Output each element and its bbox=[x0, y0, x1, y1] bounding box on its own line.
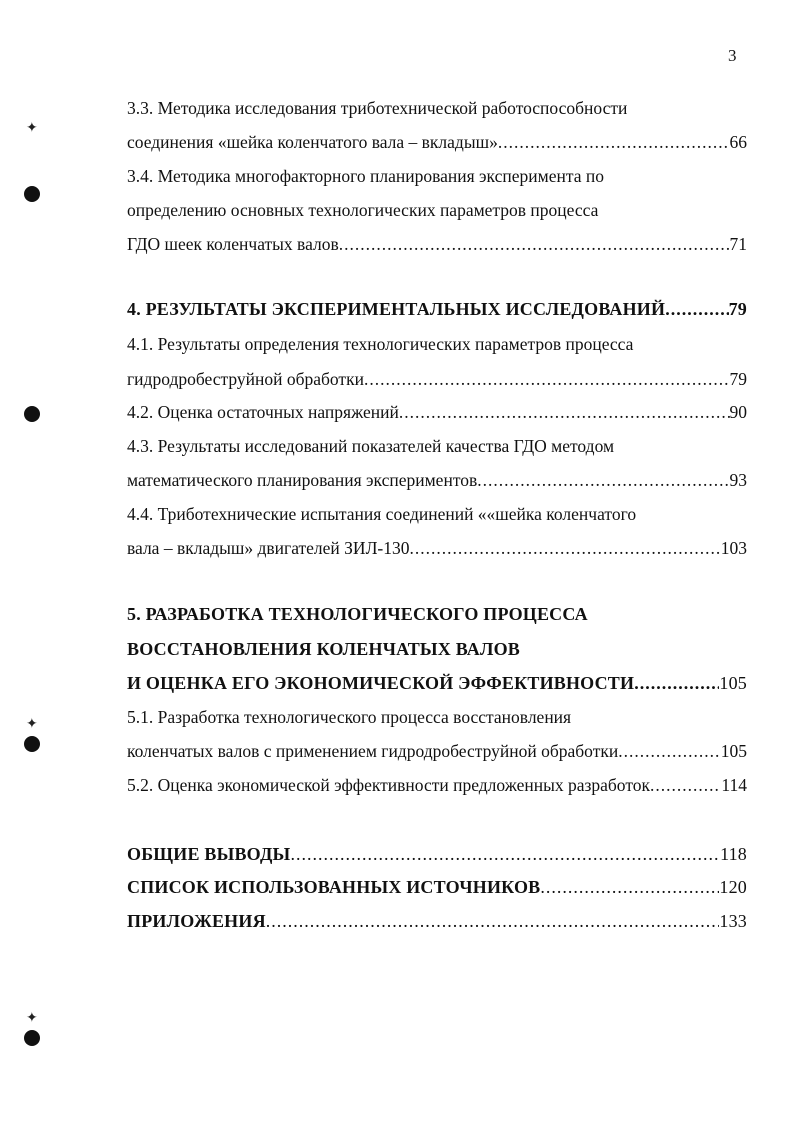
toc-entry-4-4-line1: 4.4. Триботехнические испытания соединений ««шейка коленчатого bbox=[127, 504, 637, 524]
punch-hole-icon bbox=[24, 736, 40, 752]
leader-dots bbox=[339, 233, 730, 255]
chapter-5-title-line2: ВОССТАНОВЛЕНИЯ КОЛЕНЧАТЫХ ВАЛОВ bbox=[127, 639, 520, 659]
toc-conclusions[interactable] bbox=[127, 843, 747, 865]
toc-entry-5-2-line1: 5.2. Оценка экономической эффективности предложенных разработок bbox=[127, 775, 651, 795]
toc-appendix[interactable] bbox=[127, 910, 747, 932]
toc-entry-3-4-line2: определению основных технологических параметров процесса bbox=[127, 200, 599, 220]
toc-page-number: 79 bbox=[729, 369, 747, 389]
leader-dots bbox=[634, 672, 719, 694]
leader-dots bbox=[410, 537, 721, 559]
chapter-5-title-line1: 5. РАЗРАБОТКА ТЕХНОЛОГИЧЕСКОГО ПРОЦЕССА bbox=[127, 604, 588, 624]
scan-mark-icon: ✦ bbox=[26, 121, 38, 136]
toc-entry-4-3[interactable] bbox=[127, 469, 747, 491]
toc-entry-4-4[interactable] bbox=[127, 537, 747, 559]
toc-page-number: 114 bbox=[721, 775, 747, 795]
leader-dots bbox=[618, 740, 721, 762]
toc-page-number: 120 bbox=[719, 877, 747, 897]
toc-entry-5-1-line2: коленчатых валов с применением гидродробеструйной обработки bbox=[127, 741, 619, 761]
punch-hole-icon bbox=[24, 406, 40, 422]
leader-dots bbox=[399, 401, 730, 423]
toc-page-number: 71 bbox=[729, 234, 747, 254]
toc-chapter-5[interactable] bbox=[127, 672, 747, 694]
punch-hole-icon bbox=[24, 186, 40, 202]
toc-chapter-4[interactable] bbox=[127, 298, 747, 320]
punch-hole-icon bbox=[24, 1030, 40, 1046]
toc-entry-4-4-line2: вала – вкладыш» двигателей ЗИЛ-130 bbox=[127, 538, 410, 558]
toc-entry-3-3[interactable] bbox=[127, 131, 747, 153]
toc-entry-5-1[interactable] bbox=[127, 740, 747, 762]
toc-page-number: 79 bbox=[728, 299, 747, 319]
toc-entry-3-4[interactable] bbox=[127, 233, 747, 255]
toc-entry-4-3-line2: математического планирования экспериментов bbox=[127, 470, 478, 490]
leader-dots bbox=[364, 368, 730, 390]
scan-mark-icon: ✦ bbox=[26, 1011, 38, 1026]
leader-dots bbox=[290, 843, 720, 865]
chapter-4-title: 4. РЕЗУЛЬТАТЫ ЭКСПЕРИМЕНТАЛЬНЫХ ИССЛЕДОВАНИЙ bbox=[127, 299, 666, 319]
toc-entry-4-1[interactable] bbox=[127, 368, 747, 390]
toc-entry-5-2[interactable] bbox=[127, 774, 747, 796]
chapter-5-title-line3: И ОЦЕНКА ЕГО ЭКОНОМИЧЕСКОЙ ЭФФЕКТИВНОСТИ bbox=[127, 673, 635, 693]
toc-page-number: 105 bbox=[719, 673, 747, 693]
toc-references[interactable] bbox=[127, 876, 747, 898]
toc-page-number: 133 bbox=[719, 911, 747, 931]
toc-entry-4-1-line2: гидродробеструйной обработки bbox=[127, 369, 364, 389]
toc-page-number: 105 bbox=[720, 741, 747, 761]
leader-dots bbox=[665, 298, 728, 320]
toc-entry-4-1-line1: 4.1. Результаты определения технологических параметров процесса bbox=[127, 334, 634, 354]
toc-page-number: 90 bbox=[729, 402, 747, 422]
toc-page-number: 93 bbox=[729, 470, 747, 490]
toc-entry-5-1-line1: 5.1. Разработка технологического процесса восстановления bbox=[127, 707, 572, 727]
references-title: СПИСОК ИСПОЛЬЗОВАННЫХ ИСТОЧНИКОВ bbox=[127, 877, 541, 897]
leader-dots bbox=[477, 469, 729, 491]
toc-entry-3-4-line3: ГДО шеек коленчатых валов bbox=[127, 234, 339, 254]
leader-dots bbox=[540, 876, 719, 898]
toc-page-number: 66 bbox=[729, 132, 747, 152]
toc-entry-3-4-line1: 3.4. Методика многофакторного планирования эксперимента по bbox=[127, 166, 604, 186]
toc-entry-3-3-line1: 3.3. Методика исследования триботехнической работоспособности bbox=[127, 98, 628, 118]
toc-entry-4-3-line1: 4.3. Результаты исследований показателей качества ГДО методом bbox=[127, 436, 615, 456]
toc-entry-3-3-line2: соединения «шейка коленчатого вала – вкладыш» bbox=[127, 132, 498, 152]
toc-entry-4-2-line1: 4.2. Оценка остаточных напряжений bbox=[127, 402, 399, 422]
leader-dots bbox=[650, 774, 721, 796]
leader-dots bbox=[266, 910, 720, 932]
toc-page-number: 103 bbox=[720, 538, 747, 558]
page-number: 3 bbox=[728, 46, 737, 65]
toc-entry-4-2[interactable] bbox=[127, 401, 747, 423]
scan-mark-icon: ✦ bbox=[26, 717, 38, 732]
toc-page-number: 118 bbox=[720, 844, 747, 864]
conclusions-title: ОБЩИЕ ВЫВОДЫ bbox=[127, 844, 291, 864]
leader-dots bbox=[498, 131, 730, 153]
appendix-title: ПРИЛОЖЕНИЯ bbox=[127, 911, 266, 931]
